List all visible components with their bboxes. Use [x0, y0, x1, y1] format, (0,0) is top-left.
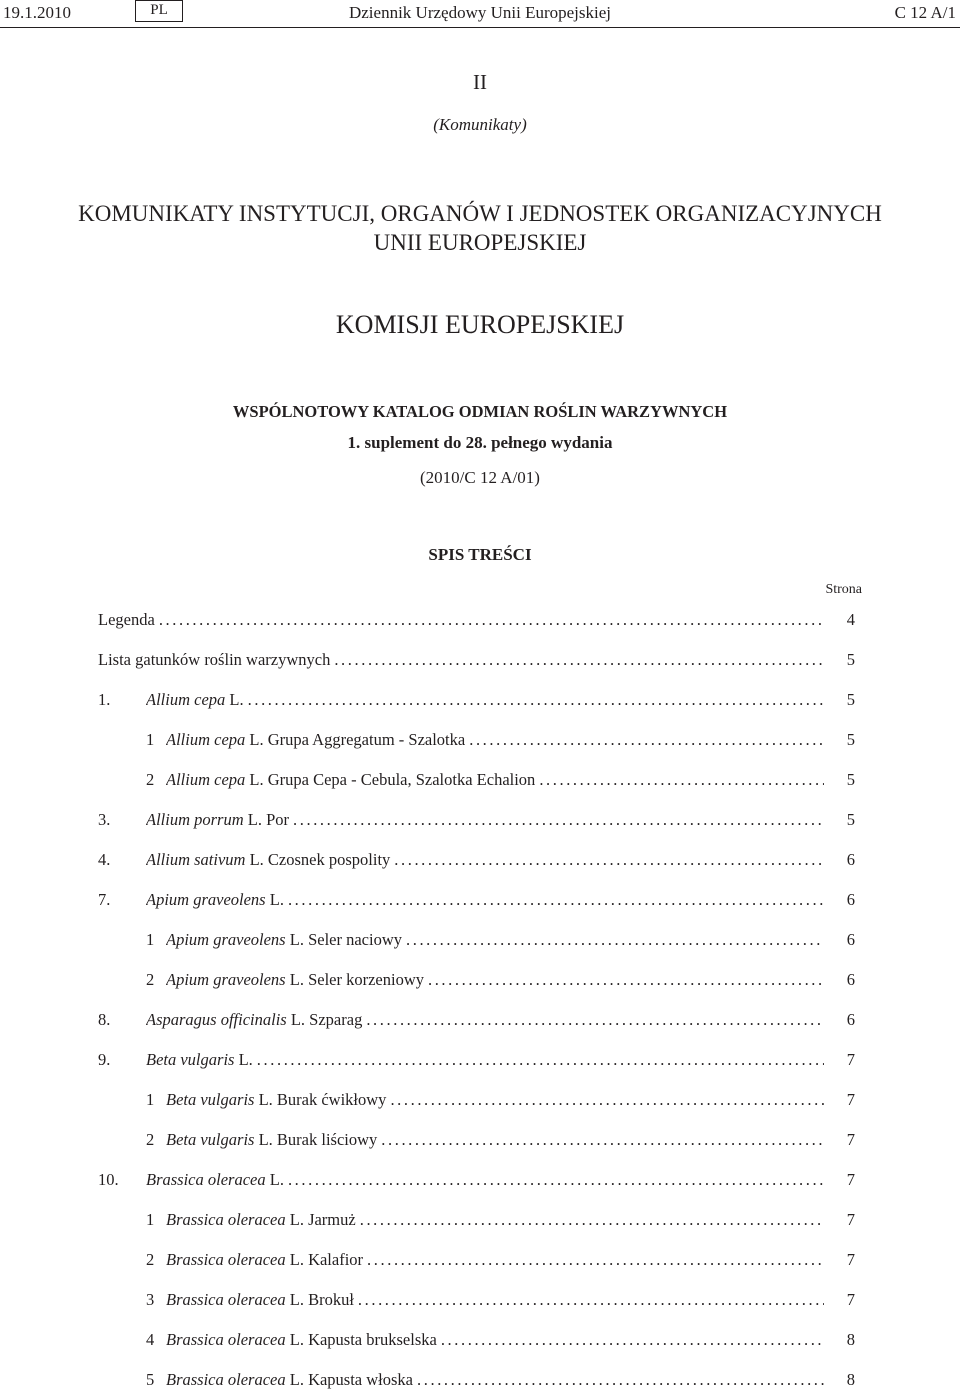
toc-entry-label [166, 968, 824, 992]
toc-entry-subnumber: 2 [146, 970, 155, 989]
catalogue-title: WSPÓLNOTOWY KATALOG ODMIAN ROŚLIN WARZYWNYCH [232, 402, 728, 421]
toc-entry-text: Beta vulgaris L. [146, 1050, 253, 1069]
toc-entry-species: Apium graveolens [146, 890, 266, 909]
toc-entry-page: 7 [846, 1130, 855, 1149]
toc-entry-label [166, 1128, 824, 1152]
toc-entry-text: Brassica oleracea L. Kapusta brukselska [166, 1330, 437, 1349]
toc-entry-label [146, 1048, 824, 1072]
toc-entry-species: Brassica oleracea [166, 1290, 286, 1309]
toc-entry-species: Allium sativum [146, 850, 246, 869]
toc-entry-leader-dots [428, 968, 824, 992]
toc-entry-subnumber: 1 [146, 930, 155, 949]
toc-entry-page: 5 [846, 770, 855, 789]
toc-entry-leader-dots [358, 1288, 824, 1312]
toc-entry-number: 9. [98, 1050, 111, 1069]
toc-entry-subnumber: 1 [146, 730, 155, 749]
toc-entry-label [98, 608, 824, 632]
toc-entry-leader-dots [390, 1088, 824, 1112]
toc-entry-number: 4. [98, 850, 111, 869]
toc-entry-page: 5 [846, 810, 855, 829]
toc-entry-page: 6 [846, 890, 855, 909]
toc-entry[interactable] [0, 648, 960, 672]
toc-entry[interactable] [0, 688, 960, 712]
toc-entry[interactable] [0, 848, 960, 872]
toc-entry-species: Brassica oleracea [166, 1330, 286, 1349]
toc-entry[interactable] [0, 1368, 960, 1392]
toc-entry-subnumber: 5 [146, 1370, 155, 1389]
toc-entry[interactable] [0, 928, 960, 952]
journal-reference: C 12 A/1 [894, 3, 956, 22]
toc-entry-text: Apium graveolens L. [146, 890, 284, 909]
toc-entry-text: Apium graveolens L. Seler korzeniowy [166, 970, 424, 989]
toc-entry[interactable] [0, 768, 960, 792]
toc-entry-text: Apium graveolens L. Seler naciowy [166, 930, 402, 949]
part-subtitle: (Komunikaty) [433, 115, 527, 134]
toc-entry-subnumber: 1 [146, 1090, 155, 1109]
toc-entry-page: 6 [846, 970, 855, 989]
toc-entry-leader-dots [360, 1208, 824, 1232]
toc-entry-number: 8. [98, 1010, 111, 1029]
toc-entry-leader-dots [248, 688, 824, 712]
toc-entry-leader-dots [394, 848, 824, 872]
toc-entry-page: 8 [846, 1330, 855, 1349]
toc-entry-leader-dots [288, 888, 824, 912]
toc-entry-page: 7 [846, 1050, 855, 1069]
toc-entry-page: 6 [846, 930, 855, 949]
toc-entry-label [166, 1088, 824, 1112]
toc-entry-species: Allium cepa [166, 770, 246, 789]
toc-entry-text: Allium cepa L. Grupa Cepa - Cebula, Szalotka Echalion [166, 770, 536, 789]
toc-entry[interactable] [0, 1208, 960, 1232]
institutions-line-2: UNII EUROPEJSKIEJ [373, 230, 587, 255]
toc-entry[interactable] [0, 888, 960, 912]
toc-entry-label [146, 848, 824, 872]
toc-entry-label [98, 648, 824, 672]
toc-entry-species: Brassica oleracea [166, 1210, 286, 1229]
toc-entry-leader-dots [367, 1248, 824, 1272]
toc-entry-label [166, 1328, 824, 1352]
toc-entry-page: 7 [846, 1090, 855, 1109]
toc-entry[interactable] [0, 1288, 960, 1312]
toc-entry-number: 7. [98, 890, 111, 909]
toc-entry-subnumber: 1 [146, 1210, 155, 1229]
toc-entry-label [146, 688, 824, 712]
toc-entry-text: Brassica oleracea L. Jarmuż [166, 1210, 356, 1229]
toc-entry[interactable] [0, 1128, 960, 1152]
toc-entry-page: 7 [846, 1210, 855, 1229]
toc-entry[interactable] [0, 608, 960, 632]
toc-entry-label [166, 1368, 824, 1392]
toc-entry[interactable] [0, 1328, 960, 1352]
toc-entry[interactable] [0, 1048, 960, 1072]
toc-entry-text: Lista gatunków roślin warzywnych [98, 650, 331, 669]
toc-entry-label [166, 1288, 824, 1312]
toc-entry-leader-dots [381, 1128, 824, 1152]
toc-entry-text: Beta vulgaris L. Burak ćwikłowy [166, 1090, 387, 1109]
toc-entry-page: 6 [846, 1010, 855, 1029]
toc-entry-text: Allium cepa L. Grupa Aggregatum - Szalotka [166, 730, 466, 749]
toc-entry-page: 4 [846, 610, 855, 629]
header-date: 19.1.2010 [3, 3, 71, 22]
toc-entry-label [166, 1248, 824, 1272]
toc-entry-subnumber: 2 [146, 1250, 155, 1269]
toc-entry-number: 1. [98, 690, 111, 709]
toc-entry[interactable] [0, 968, 960, 992]
toc-entry[interactable] [0, 1088, 960, 1112]
toc-entry-leader-dots [406, 928, 824, 952]
header-divider [0, 27, 960, 28]
toc-entry-text: Allium porrum L. Por [146, 810, 290, 829]
toc-entry-text: Brassica oleracea L. Kapusta włoska [166, 1370, 414, 1389]
toc-entry-species: Beta vulgaris [166, 1130, 255, 1149]
toc-entry-label [146, 1008, 824, 1032]
toc-entry-leader-dots [417, 1368, 824, 1392]
toc-entry-species: Apium graveolens [166, 970, 286, 989]
toc-page-column-label: Strona [825, 582, 862, 597]
toc-entry-leader-dots [288, 1168, 824, 1192]
toc-entry-species: Asparagus officinalis [146, 1010, 287, 1029]
institutions-line-1: KOMUNIKATY INSTYTUCJI, ORGANÓW I JEDNOSTEK ORGANIZACYJNYCH [78, 201, 882, 226]
toc-entry-page: 6 [846, 850, 855, 869]
toc-entry-label [146, 888, 824, 912]
toc-entry-text: Brassica oleracea L. [146, 1170, 284, 1189]
part-number: II [473, 70, 487, 94]
toc-entry[interactable] [0, 1008, 960, 1032]
toc-entry-page: 5 [846, 690, 855, 709]
toc-entry-leader-dots [293, 808, 824, 832]
catalogue-reference: (2010/C 12 A/01) [420, 468, 540, 487]
toc-entry-species: Beta vulgaris [146, 1050, 235, 1069]
toc-entry-leader-dots [334, 648, 824, 672]
toc-entry-page: 5 [846, 650, 855, 669]
toc-entry-page: 8 [846, 1370, 855, 1389]
toc-entry-label [166, 928, 824, 952]
toc-entry-text: Beta vulgaris L. Burak liściowy [166, 1130, 378, 1149]
toc-entry-species: Brassica oleracea [166, 1250, 286, 1269]
toc-entry-text: Asparagus officinalis L. Szparag [146, 1010, 363, 1029]
toc-entry-species: Allium cepa [166, 730, 246, 749]
toc-entry[interactable] [0, 1248, 960, 1272]
toc-entry[interactable] [0, 1168, 960, 1192]
toc-entry-subnumber: 2 [146, 770, 155, 789]
toc-entry-leader-dots [469, 728, 824, 752]
language-badge: PL [135, 0, 183, 22]
toc-entry-label [166, 1208, 824, 1232]
toc-entry[interactable] [0, 728, 960, 752]
toc-entry-page: 5 [846, 730, 855, 749]
toc-entry-subnumber: 2 [146, 1130, 155, 1149]
toc-entry-leader-dots [539, 768, 824, 792]
toc-entry-label [146, 808, 824, 832]
toc-entry-page: 7 [846, 1250, 855, 1269]
toc-entry-species: Brassica oleracea [146, 1170, 266, 1189]
toc-entry[interactable] [0, 808, 960, 832]
toc-entry-leader-dots [366, 1008, 824, 1032]
toc-entry-subnumber: 4 [146, 1330, 155, 1349]
institutions-heading [0, 199, 960, 257]
toc-entry-leader-dots [441, 1328, 824, 1352]
toc-entry-page: 7 [846, 1170, 855, 1189]
toc-entry-leader-dots [257, 1048, 824, 1072]
catalogue-supplement: 1. suplement do 28. pełnego wydania [347, 433, 613, 452]
toc-entry-leader-dots [159, 608, 824, 632]
toc-entry-number: 3. [98, 810, 111, 829]
toc-entry-text: Allium sativum L. Czosnek pospolity [146, 850, 391, 869]
toc-entry-species: Beta vulgaris [166, 1090, 255, 1109]
toc-entry-species: Allium cepa [146, 690, 226, 709]
toc-entry-species: Allium porrum [146, 810, 244, 829]
toc-title: SPIS TREŚCI [428, 545, 532, 564]
toc-entry-text: Legenda [98, 610, 155, 629]
toc-entry-text: Brassica oleracea L. Kalafior [166, 1250, 364, 1269]
toc-entry-text: Brassica oleracea L. Brokuł [166, 1290, 354, 1309]
toc-entry-label [166, 768, 824, 792]
toc-entry-species: Brassica oleracea [166, 1370, 286, 1389]
toc-entry-text: Allium cepa L. [146, 690, 244, 709]
journal-title: Dziennik Urzędowy Unii Europejskiej [348, 3, 611, 22]
toc-entry-subnumber: 3 [146, 1290, 155, 1309]
toc-entry-species: Apium graveolens [166, 930, 286, 949]
toc-entry-page: 7 [846, 1290, 855, 1309]
toc-entry-label [166, 728, 824, 752]
commission-heading: KOMISJI EUROPEJSKIEJ [335, 310, 625, 339]
toc-entry-label [146, 1168, 824, 1192]
toc-entry-number: 10. [98, 1170, 119, 1189]
